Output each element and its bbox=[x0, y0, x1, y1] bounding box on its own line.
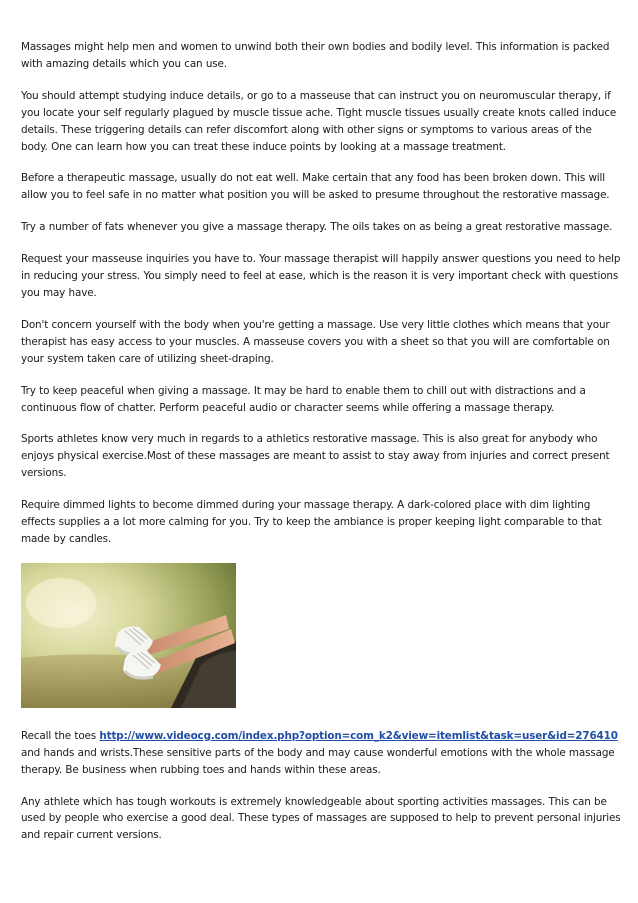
paragraph-7: Try to keep peaceful when giving a massage. It may be hard to enable them to chill out with distractions and a continuous flow of chatter. Perform peaceful audio or character seems while offering a massage therapy. bbox=[21, 384, 586, 414]
paragraph-3: Before a therapeutic massage, usually do not eat well. Make certain that any food has been broken down. This will allow you to feel safe in no matter what position you will be asked to presume throughout the restorative massage. bbox=[21, 172, 610, 202]
paragraph-1: Massages might help men and women to unwind both their own bodies and bodily level. This information is packed with amazing details which you can use. bbox=[21, 41, 610, 70]
document-page bbox=[21, 39, 621, 859]
paragraph-5: Request your masseuse inquiries you have to. Your massage therapist will happily answer questions you need to help in reducing your stress. You simply need to feel at ease, which is the reason it is very important check with questions you may have. bbox=[21, 253, 621, 299]
paragraph-9: Require dimmed lights to become dimmed during your massage therapy. A dark-colored place with dim lighting effects supplies a a lot more calming for you. Try to keep the ambiance is proper keeping light comparable to that made by candles. bbox=[21, 499, 602, 545]
paragraph-10-lead: Recall the toes bbox=[21, 729, 100, 742]
paragraph-2: You should attempt studying induce details, or go to a masseuse that can instruct you on neuromuscular therapy, if you locate your self regularly plagued by muscle tissue ache. Tight muscle tissues usually create knots called induce details. These triggering details can refer discomfort along with other signs or symptoms to various areas of the body. One can learn how you can treat these induce points by looking at a massage treatment. bbox=[21, 89, 617, 153]
paragraph-11: Any athlete which has tough workouts is extremely knowledgeable about sporting activities massages. This can be used by people who exercise a good deal. These types of massages are supposed to help to prevent personal injuries and repair current versions. bbox=[21, 795, 621, 842]
external-link[interactable]: http://www.videocg.com/index.php?option=com_k2&view=itemlist&task=user&id=276410 bbox=[99, 729, 618, 742]
paragraph-4: Try a number of fats whenever you give a massage therapy. The oils takes on as being a great restorative massage. bbox=[21, 221, 613, 234]
feet-in-sneakers-photo bbox=[21, 563, 236, 708]
paragraph-10-tail: and hands and wrists.These sensitive parts of the body and may cause wonderful emotions with the whole massage therapy. Be business when rubbing toes and hands within these areas. bbox=[21, 746, 615, 776]
paragraph-6: Don't concern yourself with the body when you're getting a massage. Use very little clothes which means that your therapist has easy access to your muscles. A masseuse covers you with a sheet so that you will are comfortable on your system taken care of utilizing sheet-draping. bbox=[21, 318, 610, 365]
paragraph-10 bbox=[21, 728, 621, 779]
paragraph-8: Sports athletes know very much in regards to a athletics restorative massage. This is also great for anybody who enjoys physical exercise.Most of these massages are meant to assist to stay away from injuries and correct present versions. bbox=[21, 433, 610, 480]
